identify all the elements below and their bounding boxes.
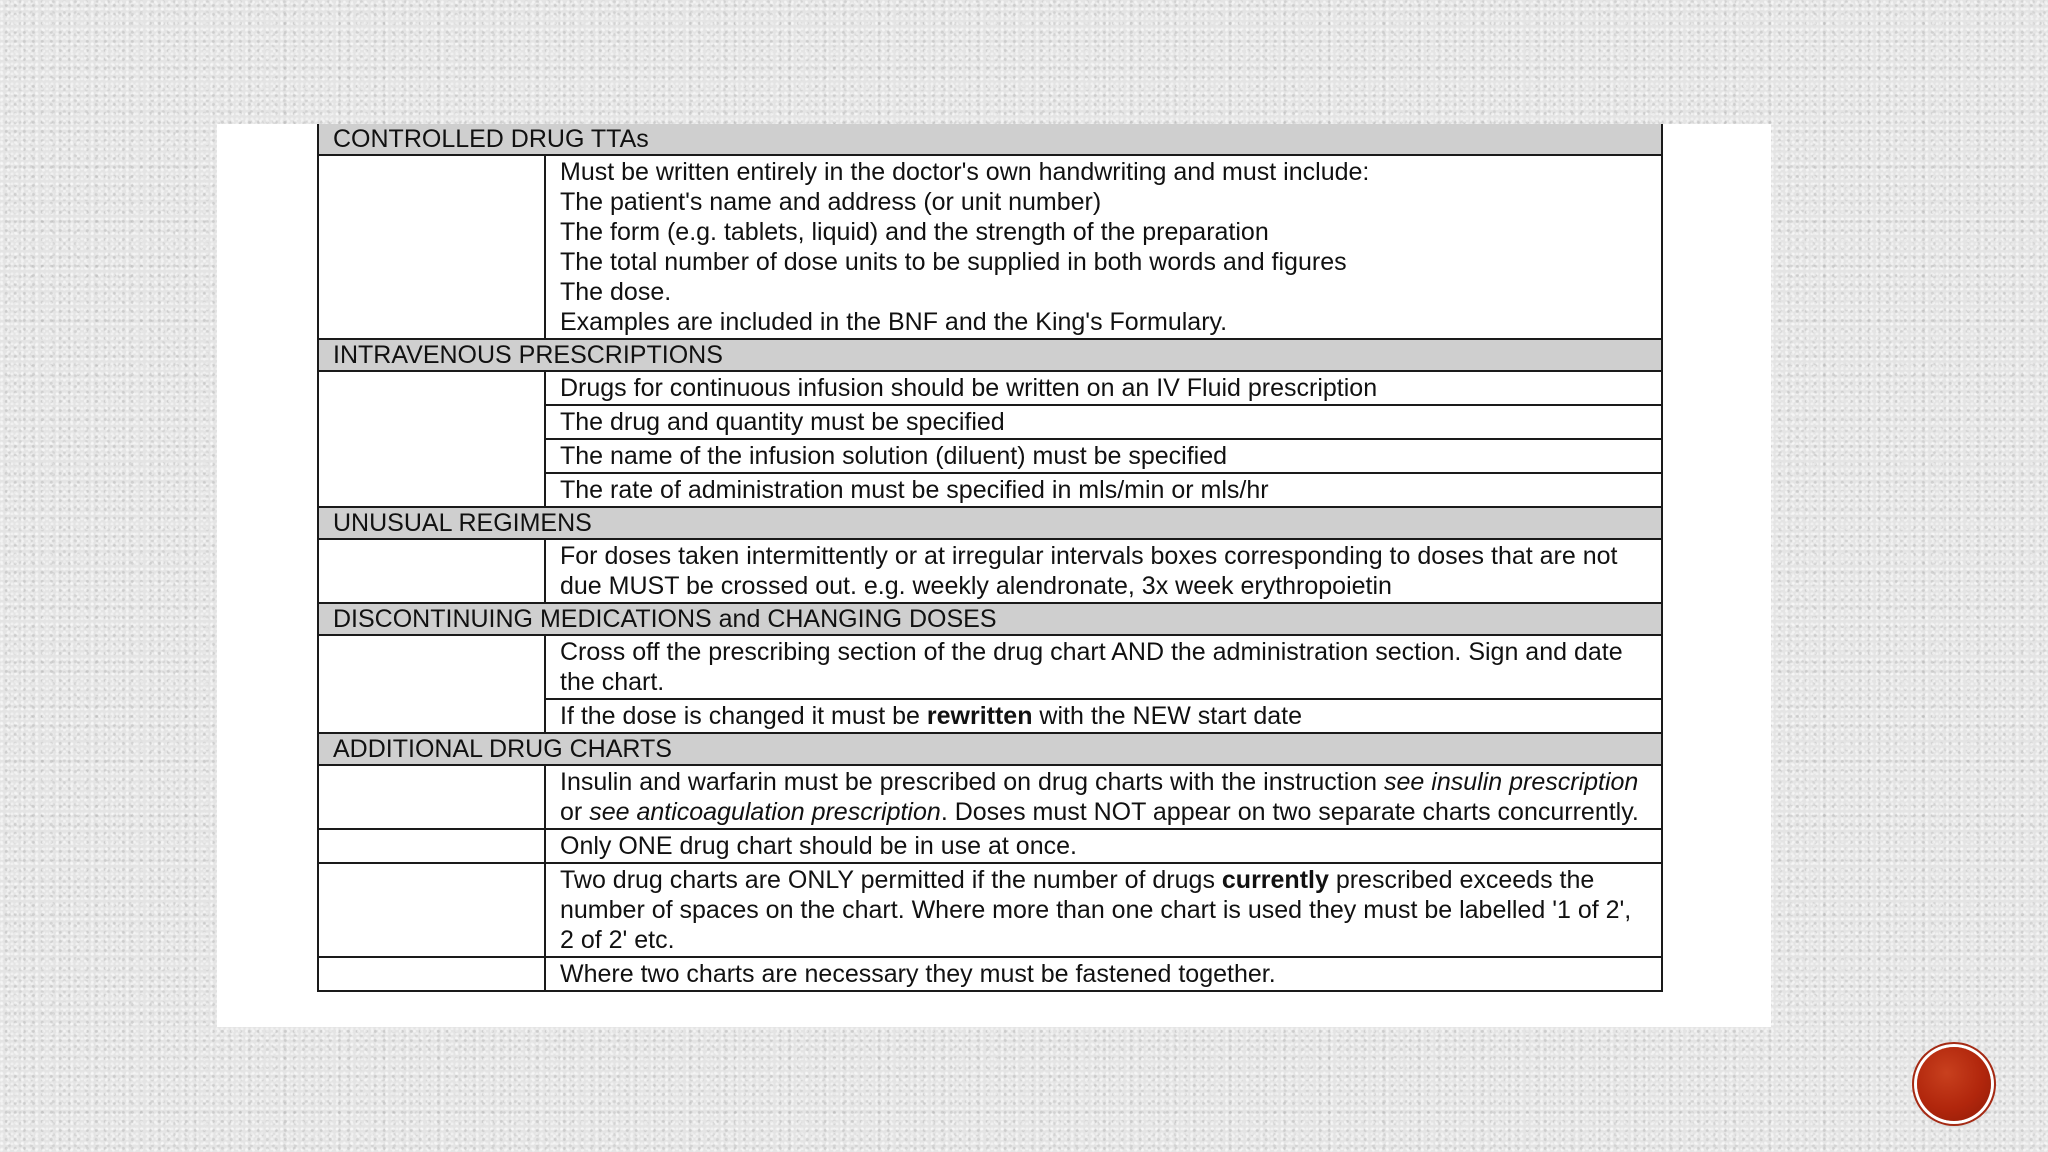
content-cell <box>545 699 1662 733</box>
section-title: UNUSUAL REGIMENS <box>318 507 1662 539</box>
requirement-line: The patient's name and address (or unit number) <box>560 188 1102 216</box>
requirement-line: Must be written entirely in the doctor's own handwriting and must include: <box>560 158 1370 186</box>
content-cell: Where two charts are necessary they must be fastened together. <box>545 957 1662 991</box>
section-header-intravenous <box>318 339 1662 371</box>
label-cell <box>318 635 545 733</box>
content-cell: Only ONE drug chart should be in use at once. <box>545 829 1662 863</box>
table-row <box>318 155 1662 339</box>
section-title: CONTROLLED DRUG TTAs <box>318 124 1662 155</box>
table-row <box>318 957 1662 991</box>
prescribing-guidance-table <box>317 124 1663 992</box>
section-title: ADDITIONAL DRUG CHARTS <box>318 733 1662 765</box>
label-cell <box>318 371 545 507</box>
table-row <box>318 371 1662 405</box>
label-cell <box>318 539 545 603</box>
label-cell <box>318 957 545 991</box>
table-row <box>318 765 1662 829</box>
label-cell <box>318 155 545 339</box>
table-row <box>318 829 1662 863</box>
section-header-discontinuing <box>318 603 1662 635</box>
text-run: prescribed exceeds the number of spaces on the chart. Where more than one chart is used they must be labelled '1 of 2', 2 of 2' etc. <box>560 866 1632 954</box>
label-cell <box>318 829 545 863</box>
section-header-unusual-regimens <box>318 507 1662 539</box>
emphasis-italic: see anticoagulation prescription <box>589 798 941 826</box>
table-row <box>318 863 1662 957</box>
content-cell: For doses taken intermittently or at irregular intervals boxes corresponding to doses that are not due MUST be crossed out. e.g. weekly alendronate, 3x week erythropoietin <box>545 539 1662 603</box>
emphasis-italic: see insulin prescription <box>1384 768 1639 796</box>
requirement-line: The form (e.g. tablets, liquid) and the strength of the preparation <box>560 218 1269 246</box>
text-run: with the NEW start date <box>1032 702 1303 730</box>
content-cell <box>545 155 1662 339</box>
content-cell: Drugs for continuous infusion should be written on an IV Fluid prescription <box>545 371 1662 405</box>
requirement-line: The total number of dose units to be supplied in both words and figures <box>560 248 1347 276</box>
content-cell: The rate of administration must be specified in mls/min or mls/hr <box>545 473 1662 507</box>
label-cell <box>318 863 545 957</box>
content-cell: The drug and quantity must be specified <box>545 405 1662 439</box>
content-cell <box>545 863 1662 957</box>
text-run: Two drug charts are ONLY permitted if the number of drugs <box>560 866 1222 894</box>
emphasis-bold: currently <box>1221 866 1329 894</box>
section-title: DISCONTINUING MEDICATIONS and CHANGING DOSES <box>318 603 1662 635</box>
section-header-additional-charts <box>318 733 1662 765</box>
section-title: INTRAVENOUS PRESCRIPTIONS <box>318 339 1662 371</box>
content-cell: Cross off the prescribing section of the drug chart AND the administration section. Sign and date the chart. <box>545 635 1662 699</box>
text-run: If the dose is changed it must be <box>560 702 927 730</box>
emphasis-bold: rewritten <box>926 702 1033 730</box>
text-run: . Doses must NOT appear on two separate charts concurrently. <box>940 798 1639 826</box>
table-row <box>318 635 1662 699</box>
content-cell: The name of the infusion solution (diluent) must be specified <box>545 439 1662 473</box>
red-circle-icon[interactable] <box>1917 1047 1991 1121</box>
text-run: Insulin and warfarin must be prescribed on drug charts with the instruction <box>560 768 1385 796</box>
requirement-line: Examples are included in the BNF and the King's Formulary. <box>560 308 1228 336</box>
text-run: or <box>560 798 590 826</box>
table-row <box>318 539 1662 603</box>
requirement-line: The dose. <box>560 278 672 306</box>
label-cell <box>318 765 545 829</box>
section-header-controlled-drug <box>318 124 1662 155</box>
content-cell <box>545 765 1662 829</box>
